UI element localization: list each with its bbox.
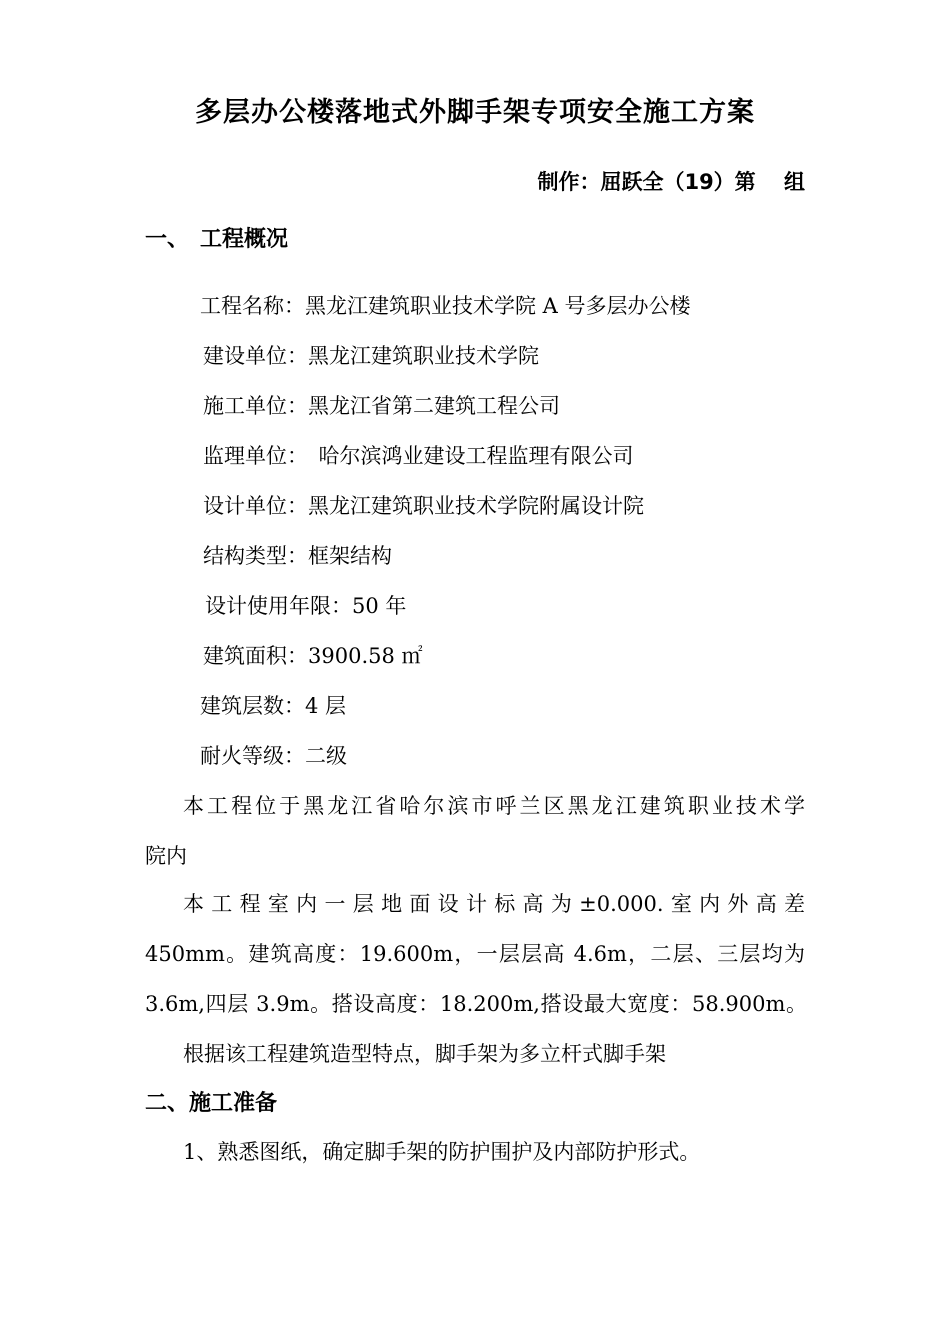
info-floor-area: 建筑面积：3900.58 ㎡ xyxy=(203,644,423,668)
section-heading-preparation: 二、施工准备 xyxy=(145,1091,278,1116)
section-heading-overview: 一、 工程概况 xyxy=(145,227,289,252)
preparation-item-1: 1、熟悉图纸，确定脚手架的防护围护及内部防护形式。 xyxy=(183,1140,701,1164)
height-line-1: 本工程室内一层地面设计标高为±0.000.室内外高差 xyxy=(183,892,805,916)
info-fire-rating: 耐火等级：二级 xyxy=(200,744,347,768)
height-line-2: 450mm。建筑高度：19.600m，一层层高 4.6m，二层、三层均为 xyxy=(145,942,805,966)
location-line-1: 本工程位于黑龙江省哈尔滨市呼兰区黑龙江建筑职业技术学 xyxy=(183,794,805,818)
info-designer: 设计单位：黑龙江建筑职业技术学院附属设计院 xyxy=(203,494,644,518)
info-project-name: 工程名称：黑龙江建筑职业技术学院 A 号多层办公楼 xyxy=(200,294,691,318)
info-service-life: 设计使用年限：50 年 xyxy=(205,594,407,618)
author-line: 制作：屈跃全（19）第 组 xyxy=(537,170,805,194)
document-title: 多层办公楼落地式外脚手架专项安全施工方案 xyxy=(195,97,755,128)
height-line-3: 3.6m,四层 3.9m。搭设高度：18.200m,搭设最大宽度：58.900m。 xyxy=(145,992,807,1016)
location-line-2: 院内 xyxy=(145,844,187,868)
info-supervisor: 监理单位： 哈尔滨鸿业建设工程监理有限公司 xyxy=(203,444,634,468)
info-floor-count: 建筑层数：4 层 xyxy=(200,694,347,718)
info-structure-type: 结构类型：框架结构 xyxy=(203,544,392,568)
info-owner: 建设单位：黑龙江建筑职业技术学院 xyxy=(203,344,539,368)
info-contractor: 施工单位：黑龙江省第二建筑工程公司 xyxy=(203,394,560,418)
scaffold-type-paragraph: 根据该工程建筑造型特点，脚手架为多立杆式脚手架 xyxy=(183,1042,666,1066)
